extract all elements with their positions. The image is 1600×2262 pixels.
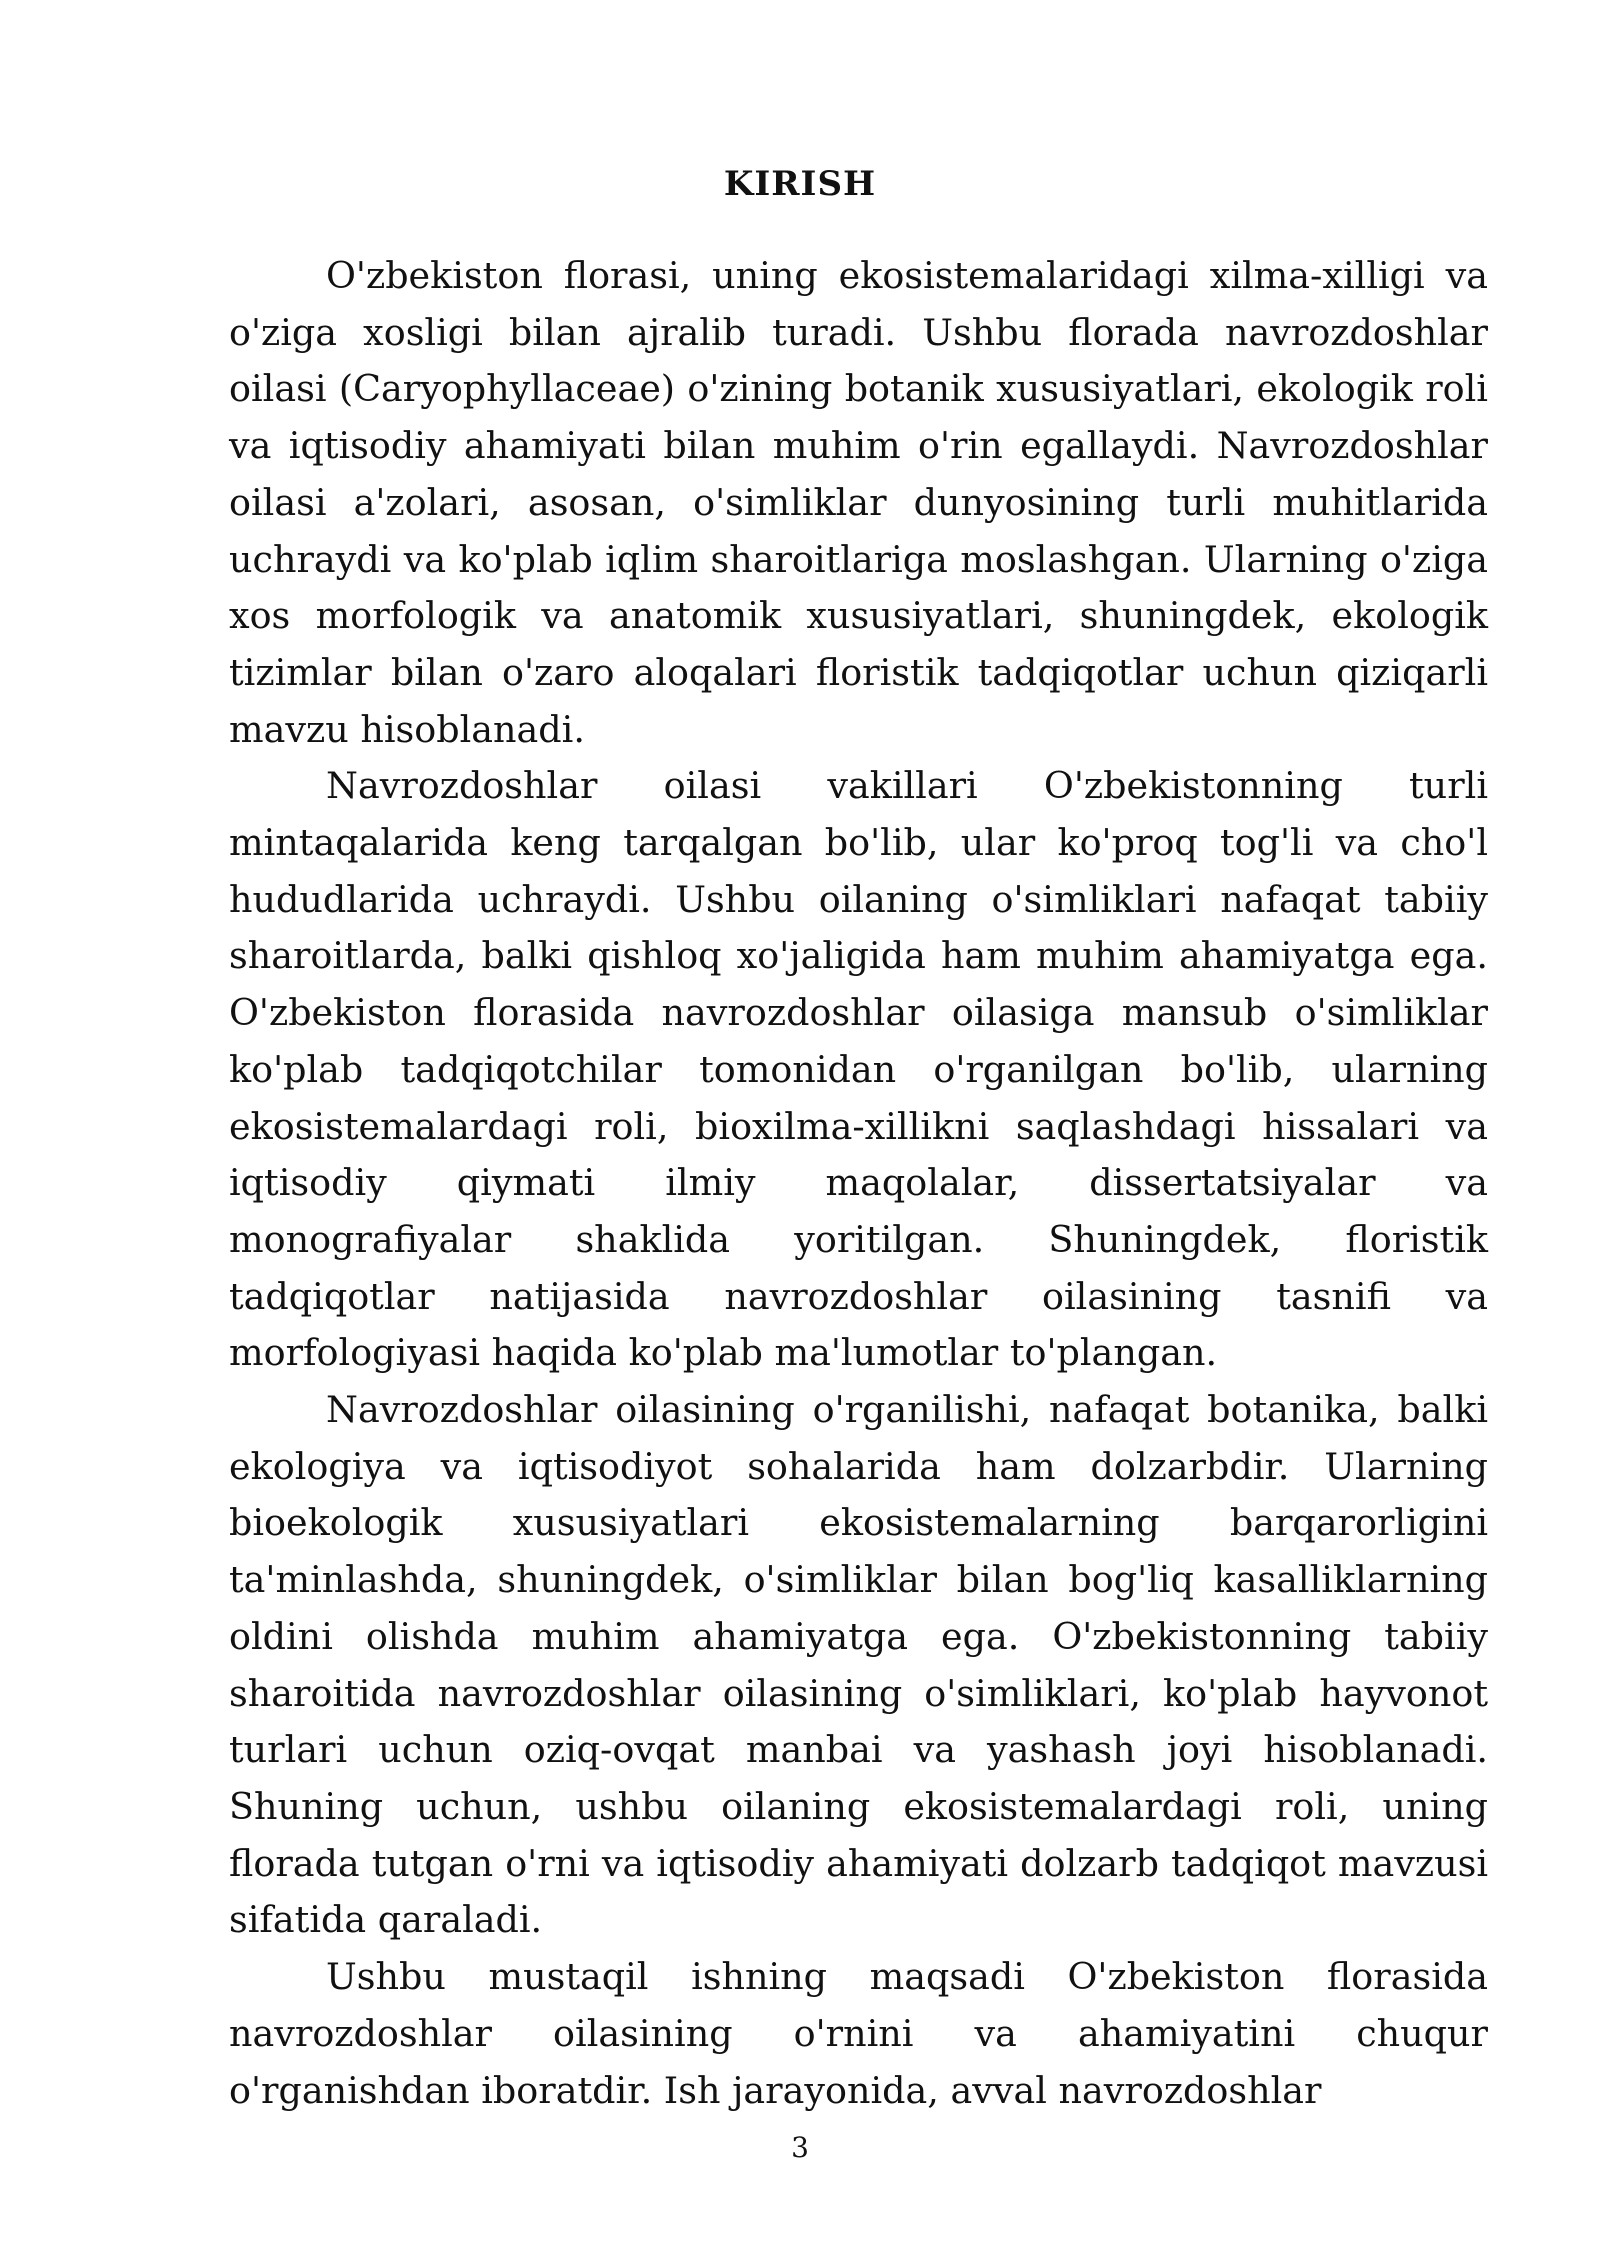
body-text (229, 248, 1488, 2119)
paragraph-3: Navrozdoshlar oilasining o'rganilishi, nafaqat botanika, balki ekologiya va iqtisodiyot sohalarida ham dolzarbdir. Ularning bioekologik xususiyatlari ekosistemalarning barqarorligini ta'minlashda, shuningdek, o'simliklar bilan bog'liq kasalliklarning oldini olishda muhim ahamiyatga ega. O'zbekistonning tabiiy sharoitida navrozdoshlar oilasining o'simliklari, ko'plab hayvonot turlari uchun oziq-ovqat manbai va yashash joyi hisoblanadi. Shuning uchun, ushbu oilaning ekosistemalardagi roli, uning florada tutgan o'rni va iqtisodiy ahamiyati dolzarb tadqiqot mavzusi sifatida qaraladi. (229, 1388, 1488, 1942)
paragraph-2: Navrozdoshlar oilasi vakillari O'zbekistonning turli mintaqalarida keng tarqalgan bo'lib, ular ko'proq tog'li va cho'l hududlarida uchraydi. Ushbu oilaning o'simliklari nafaqat tabiiy sharoitlarda, balki qishloq xo'jaligida ham muhim ahamiyatga ega. O'zbekiston florasida navrozdoshlar oilasiga mansub o'simliklar ko'plab tadqiqotchilar tomonidan o'rganilgan bo'lib, ularning ekosistemalardagi roli, bioxilma-xillikni saqlashdagi hissalari va iqtisodiy qiymati ilmiy maqolalar, dissertatsiyalar va monografiyalar shaklida yoritilgan. Shuningdek, floristik tadqiqotlar natijasida navrozdoshlar oilasining tasnifi va morfologiyasi haqida ko'plab ma'lumotlar to'plangan. (229, 764, 1488, 1375)
page-number: 3 (791, 2131, 809, 2164)
paragraph-1: O'zbekiston florasi, uning ekosistemalaridagi xilma-xilligi va o'ziga xosligi bilan ajralib turadi. Ushbu florada navrozdoshlar oilasi (Caryophyllaceae) o'zining botanik xususiyatlari, ekologik roli va iqtisodiy ahamiyati bilan muhim o'rin egallaydi. Navrozdoshlar oilasi a'zolari, asosan, o'simliklar dunyosining turli muhitlarida uchraydi va ko'plab iqlim sharoitlariga moslashgan. Ularning o'ziga xos morfologik va anatomik xususiyatlari, shuningdek, ekologik tizimlar bilan o'zaro aloqalari floristik tadqiqotlar uchun qiziqarli mavzu hisoblanadi. (229, 254, 1488, 751)
paragraph-4: Ushbu mustaqil ishning maqsadi O'zbekiston florasida navrozdoshlar oilasining o'rnini va ahamiyatini chuqur o'rganishdan iboratdir. Ish jarayonida, avval navrozdoshlar (229, 1955, 1488, 2112)
section-heading: KIRISH (723, 164, 877, 204)
